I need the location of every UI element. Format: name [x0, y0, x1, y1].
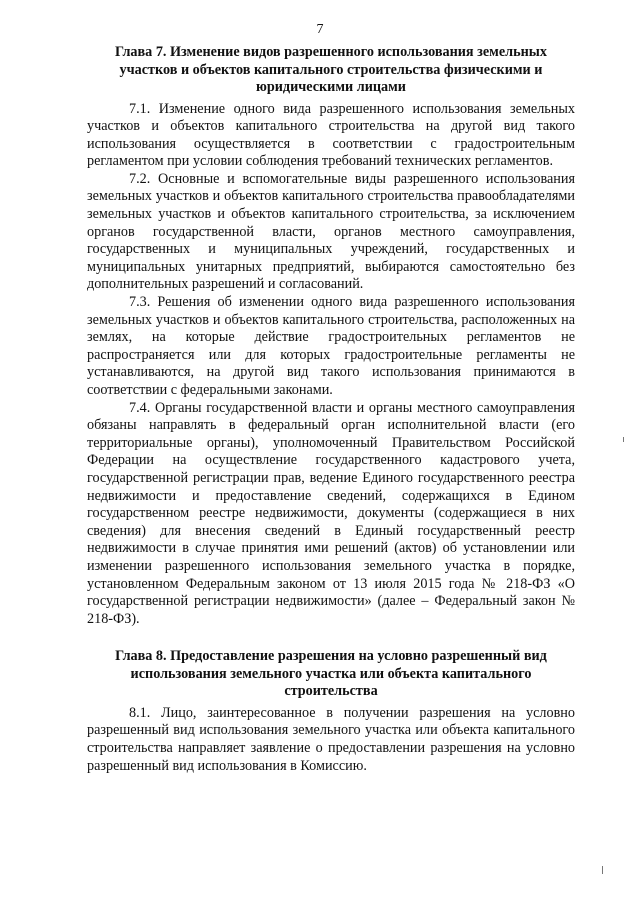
chapter-8-title-line: использования земельного участка или объекта капитального: [130, 665, 532, 682]
paragraph-7-4: 7.4. Органы государственной власти и органы местного самоуправления обязаны направлять в федеральный орган исполнительной власти (его территориальные органы), уполномоченный Правительством Российской Федерации на осуществление государственного кадастрового учета, государственной регистрации прав, ведение Единого государственного реестра недвижимости и предоставление сведений, содержащихся в Едином государственном реестре недвижимости, документы (содержащиеся в них сведения) для внесения сведений в Единый государственный реестр недвижимости в случае принятия ими решений (актов) об установлении или изменении разрешенного использования земельного участка в порядке, установленном Федеральным законом от 13 июля 2015 года № 218-ФЗ «О государственной регистрации недвижимости» (далее – Федеральный закон № 218-ФЗ).: [87, 399, 575, 627]
chapter-8-title-line: строительства: [284, 683, 378, 700]
paragraph-7-3: 7.3. Решения об изменении одного вида разрешенного использования земельных участков и объектов капитального строительства, расположенных на землях, на которые действие градостроительных регламентов не распространяется или для которых градостроительные регламенты не устанавливаются, на другой вид такого использования принимаются в соответствии с федеральными законами.: [87, 294, 575, 398]
chapter-7-title: [87, 44, 575, 97]
scan-mark: [623, 437, 624, 442]
section-spacer: [87, 628, 575, 648]
page-number: 7: [316, 22, 324, 37]
paragraph-8-1: 8.1. Лицо, заинтересованное в получении разрешения на условно разрешенный вид использования земельного участка или объекта капитального строительства направляет заявление о предоставлении разрешения на условно разрешенный вид использования в Комиссию.: [87, 704, 575, 774]
paragraph-7-2: 7.2. Основные и вспомогательные виды разрешенного использования земельных участков и объектов капитального строительства правообладателями земельных участков и объектов капитального строительства, за исключением органов государственной власти, органов местного самоуправления, государственных и муниципальных учреждений, государственных и муниципальных унитарных предприятий, выбираются самостоятельно без дополнительных разрешений и согласований.: [87, 170, 575, 293]
chapter-7-title-line: Глава 7. Изменение видов разрешенного использования земельных: [115, 44, 547, 60]
chapter-7-title-line: юридическими лицами: [255, 79, 406, 95]
chapter-8-title-line: Глава 8. Предоставление разрешения на условно разрешенный вид: [115, 648, 547, 665]
scan-mark: [602, 866, 603, 874]
paragraph-7-1: 7.1. Изменение одного вида разрешенного использования земельных участков и объектов капитального строительства на другой вид такого использования осуществляется в соответствии с градостроительным регламентом при условии соблюдения требований технических регламентов.: [87, 100, 575, 170]
document-body: [87, 44, 575, 775]
chapter-7-title-line: участков и объектов капитального строительства физическими и: [119, 61, 543, 78]
chapter-8-title: [87, 648, 575, 701]
